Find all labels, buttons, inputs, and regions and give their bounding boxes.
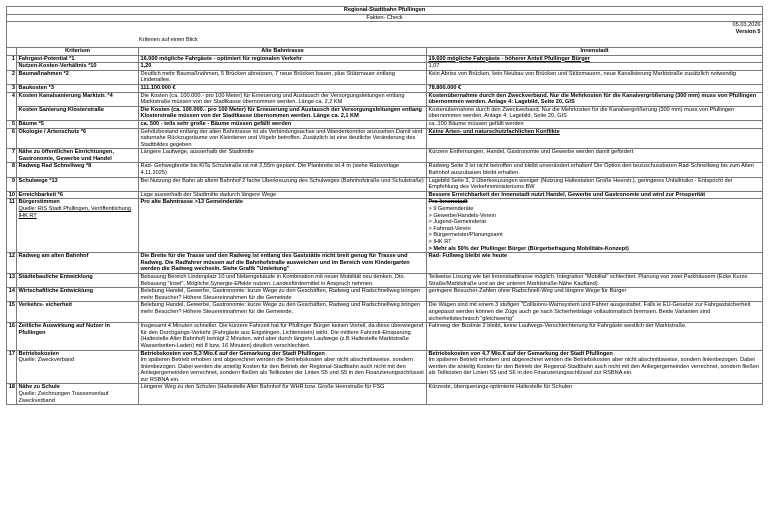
alt-value: Deutlich mehr Baumaßnahmen, 5 Brücken abreissen, 7 neue Brücken bauen, plus Stützmauer entlang Lindenallee.	[139, 70, 427, 84]
table-row	[7, 350, 763, 384]
table-row	[7, 55, 763, 63]
table-row	[7, 92, 763, 106]
list-item: > Fahrrad-Verein	[428, 225, 471, 232]
alt-value: Bebauung Bereich Lindenplatz 10 und Nebengebäude in Kombination mit neuer Mobilität neu denken. Dto. Bebauung "Insel". Mögliche Synergie-Effekte nutzen. Landesfördermittel in Anspruch nehmen.	[139, 273, 427, 287]
criterion-label: Baukosten *3	[17, 84, 139, 92]
alt-value: Belebung Handel, Gewerbe, Gastronomie: kurze Wege zu den Geschäften, Radweg und Radschnellweg bringen mehr Besucher? Höhere Steuereinnahmen für die Gemeinde.	[139, 302, 427, 323]
inn-value: Im späteren Betrieb erhoben und abgerechnet werden die Betriebskosten aber nicht abschnittsweise, sondern linienbezogen. Dabei werden die anteilig Kosten für den Betrieb der Regional-Stadtbahn auch nicht mit den Anliegergemeinden verrechnet, sondern fließen als Teilkosten der Linien S5 und S6 in den Finanzierungsschlüssel zur RSBNA ein.	[428, 357, 760, 377]
inn-heading: Betriebskosten von 4,7 Mio.€ auf der Gemarkung der Stadt Pfullingen	[428, 350, 613, 357]
alt-value: 1,20	[139, 63, 427, 71]
criterion-label: Kosten Kanalsanierung Marktstr. *4	[17, 92, 139, 106]
column-header-inn: Innenstadt	[427, 47, 763, 55]
row-number: 11	[7, 199, 17, 253]
inn-value: Rad- Fußweg bleibt wie heute	[427, 253, 763, 274]
sheet-title: Regional-Stadtbahn Pfullingen	[7, 7, 763, 15]
criterion-label: Bürgerstimmen	[18, 199, 60, 206]
criterion-label: Erreichbarkeit *6	[17, 191, 139, 199]
alt-value: Belebung Handel, Gewerbe, Gastronomie: kurze Wege zu den Geschäften, Radweg und Radschnellweg bringen mehr Besucher? Höhere Steuereinnahmen für die Gemeinde	[139, 288, 427, 302]
list-item: > IHK RT	[428, 239, 452, 245]
criterion-label: Städtebauliche Entwicklung	[17, 273, 139, 287]
row-number: 3	[7, 84, 17, 92]
criterion-label: Zeitliche Auswirkung auf Nutzer in Pfullingen	[17, 323, 139, 350]
alt-heading: Betriebskosten von 5,3 Mio.€ auf der Gemarkung der Stadt Pfullingen	[140, 350, 325, 357]
inn-cell	[427, 350, 763, 384]
table-row	[7, 273, 763, 287]
criterion-label: Schulwege *13	[17, 177, 139, 191]
alt-value: 111.100.000 €	[139, 84, 427, 92]
criterion-source: Quelle: Zweckverband	[18, 357, 75, 364]
inn-value: Keine Arten- und naturschutzfachlichen Konflikte	[427, 128, 763, 149]
alt-value: 16.000 mögliche Fahrgäste - optimiert für regionalen Verkehr	[139, 55, 427, 63]
row-number: 17	[7, 350, 17, 384]
inn-value: Kürzeste, überquerungs-optimierte Haltestelle für Schulen	[427, 384, 763, 405]
alt-value: Die Breite für die Trasse und den Radweg ist entlang des Gaststätte nicht breit genug für Trasse und Radweg. Die Radfahrer müssen auf die Bahnhofstraße ausweichen und im Bereich vom Kindergarten werden die Radweg wechseln. Siehe Grafik "Umleitung"	[139, 253, 427, 274]
alt-value: Gehölzbestand entlang der alten Bahntrasse ist als Verbindungsachse und Wanderkorridor anzusehen.Damit sind naturnahe Rückzugsräume von Kleintieren und Vögeln betroffen. Zusätzlich ist eine deutliche Veränderung des Stadtbildes gegeben	[139, 128, 427, 149]
row-number: 6	[7, 128, 17, 149]
criterion-label: Baumaßnahmen *2	[17, 70, 139, 84]
inn-value: Kein Abriss von Brücken, kein Neubau von Brücken und Stützmauern, neue Kanalisierung Marktstraße zusätzlich notwendig	[427, 70, 763, 84]
criterion-label: Verkehrs- sicherheit	[17, 302, 139, 323]
table-row	[7, 128, 763, 149]
criterion-label: Radweg am alten Bahnhof	[17, 253, 139, 274]
list-item: > Mehr als 50% der Pfullinger Bürger (Bürgerbefragung Mobilitäts-Konzept)	[428, 245, 629, 252]
inn-cell	[427, 199, 763, 253]
alt-cell	[139, 350, 427, 384]
row-number: 4	[7, 92, 17, 120]
alt-value: Pro alte Bahntrasse >13 Gemeinderäte	[139, 199, 427, 253]
facts-check-table	[6, 6, 763, 405]
document-version: Version 5	[7, 29, 763, 36]
list-item: > 9 Gemeinderäte	[428, 206, 474, 213]
row-number: 15	[7, 302, 17, 323]
criterion-label: Wirtschaftliche Entwicklung	[17, 288, 139, 302]
table-row	[7, 384, 763, 405]
row-number: 7	[7, 149, 17, 163]
row-number: 14	[7, 288, 17, 302]
inn-value: Radweg Seite 3 ist nicht betroffen und bleibt unverändert erhalten! Die Option den bezuschussbaren Rad-Schnellweg bis zum Alten Bahnhof auszubauen bleibt erhalten.	[427, 163, 763, 177]
row-number: 5	[7, 120, 17, 128]
list-item: > Gewerbe/Handels-Verein	[428, 212, 496, 219]
inn-value: 1,07	[427, 63, 763, 71]
row-number: 16	[7, 323, 17, 350]
row-number: 2	[7, 70, 17, 84]
document-date: 05.03.2026	[7, 22, 763, 29]
criterion-label: Fahrgast-Potential *1	[17, 55, 139, 63]
criterion-label: Nutzen-Kosten-Verhältnis *10	[17, 63, 139, 71]
alt-value: Längerer Weg zu den Schulen (Haltestelle Alter Bahnhof für WHR bzw. Große Heerstraße für FSG	[139, 384, 427, 405]
inn-value: Fahrweg der Buslinie 2 bleibt, keine Laufwegs-Verschlechterung für Fahrgäste westlich der Marktstraße.	[427, 323, 763, 350]
inn-value: Kostenübernahme durch den Zweckverband. Nur die Mehrkosten für die Kanalvergrößerung (300 mm) muss von Pfullingen übernommen werden. Anlage 4: Lagebild, Seite 20, GIS	[427, 92, 763, 106]
table-row	[7, 84, 763, 92]
alt-value: ca. 500 - teils sehr große - Bäume müssen gefällt werden	[139, 120, 427, 128]
row-number: 9	[7, 177, 17, 191]
column-header-kriterium: Kriterium	[17, 47, 139, 55]
criterion-label: Radweg Rad Schnellweg *8	[17, 163, 139, 177]
criterion-label: Ökologie / Artenschutz *6	[17, 128, 139, 149]
criterion-label: Nähe zu öffentlichen Einrichtungen, Gastronomie, Gewerbe und Handel	[17, 149, 139, 163]
inn-value: ca. 100 Bäume müssen gefällt werden	[427, 120, 763, 128]
row-number: 18	[7, 384, 17, 405]
criterion-label: Betriebskosten	[18, 350, 59, 357]
table-row	[7, 70, 763, 84]
table-row	[7, 288, 763, 302]
table-row	[7, 199, 763, 253]
column-header-row	[7, 47, 763, 55]
alt-value: Im späteren Betrieb erhoben und abgerechnet werden die Betriebskosten aber nicht abschnittsweise, sondern linienbezogen. Dabei werden die anteilig Kosten für den Betrieb der Regional-Stadtbahn auch nicht mit den Anliegergemeinden verrechnet, sondern fließen als Teilkosten der Linien S5 und S5 in den Finanzierungsschlüssel zur RSBNA ein.	[140, 357, 424, 383]
table-row	[7, 149, 763, 163]
row-number: 8	[7, 163, 17, 177]
table-row	[7, 302, 763, 323]
criterion-label: Bäume *5	[17, 120, 139, 128]
criterion-label: Kosten Sanierung Klosterstraße	[17, 106, 139, 120]
table-row	[7, 163, 763, 177]
alt-value: Bei Nutzung der Bahn ab altem Bahnhof 2 fache Überkreuzung des Schulweges (Bahnhofstraße und Schulstraße)	[139, 177, 427, 191]
inn-value: 78.800.000 €	[427, 84, 763, 92]
alt-value: Lage ausserhalb der Stadtmitte dadurch längere Wege	[139, 191, 427, 199]
list-item: > Jugend-Gemeinderat	[428, 219, 486, 226]
alt-value: Insgesamt 4 Minuten schneller. Die kürzere Fahrzeit hat für Pfullinger Bürger keinen Vorteil, da diese überwiegend für den Durchgangs-Verkehr (Fahrgäste aus Engstingen, Lichtenstein) wirkt. Die mittlere Fahrzeit-Einsparung (Haltestelle Alter Bahnhof) beträgt 2 Minuten, wird aber durch längere Laufwege (z.B Haltestelle Marktstraße Wasserbetten-Laden) mit 8 bzw. 16 Minuten) deutlich verschlechtert.	[139, 323, 427, 350]
criterion-label: Nähe zu Schule	[18, 384, 60, 391]
criterion-source: Quelle: Zeichnungen Trassenverlauf Zweckverband	[18, 391, 109, 404]
table-row	[7, 177, 763, 191]
criteria-note: Kriterien auf einen Blick	[7, 35, 763, 47]
inn-value: geringere Besucher-Zahlen ohne Radschnell-Weg und längere Wege für Bürger	[427, 288, 763, 302]
criterion-cell	[17, 199, 139, 253]
table-row	[7, 106, 763, 120]
table-row	[7, 323, 763, 350]
inn-heading: Pro Innenstadt	[428, 199, 468, 206]
sheet-subtitle: Fakten- Check	[7, 14, 763, 22]
row-number: 1	[7, 55, 17, 70]
alt-value: Längere Laufwege, ausserhalb der Stadtmitte	[139, 149, 427, 163]
alt-value: Rad- Gehwegbreite bis KiTa Schulstraße ist mit 2,55m geplant. Die Planbreite ist 4 m (siehe Ratsvorlage 4.11.2025)	[139, 163, 427, 177]
inn-value: Lagebild Seite 3, 2 Überkreuzungen weniger (Nutzung Haltestation Große Heerstr.), geringeres Unfallrisiko - Entspricht der Empfehlung des Verkehrsministeriums BW	[427, 177, 763, 191]
row-number: 12	[7, 253, 17, 274]
alt-value: Die Kosten (ca. 100.000.- pro 100 Meter) für Erneuerung und Austausch der Versorgungsleitungen entlang Klosterstraße müssen von der Stadtkasse übernommen werden. Länge ca. 2,1 KM	[139, 106, 427, 120]
table-row	[7, 63, 763, 71]
inn-value: Kürzere Entfernungen, Handel, Gastronomie und Gewerbe werden damit gefördert	[427, 149, 763, 163]
criterion-cell	[17, 384, 139, 405]
inn-value: Teilweise Lösung wie bei Innenstadttrasse möglich. Integration "Mobiltat" schlechter. Planung von zwei Parkhäusern (Ecke Kurze Straße/Marktstraße und an der unteren Marktstraße-Nähe Kaufland).	[427, 273, 763, 287]
inn-value: Kostenübernahme durch den Zweckverband. Nur die Mehrkosten für die Kanalvergrößerung (300 mm) muss von Pfullingen übernommen werden. Anlage 4: Lagebild, Seite 20, GIS	[427, 106, 763, 120]
row-number: 10	[7, 191, 17, 199]
alt-value: Die Kosten (ca. 100.000.- pro 100 Meter) für Erneuerung und Austausch der Versorgungsleitungen entlang Marktstraße müssen von der Stadtkasse übernommen werden. Länge ca. 2,2 KM	[139, 92, 427, 106]
inn-value: Die Wagen sind mit einem 3 stufigen "Collisions-Warnsystem und Fahrer ausgestattet. Falls ie EU-Gesetze zur Fahrgastsicherheit angepasst werden können die Züge auch ge nach Sicherheitslage vollautomatisch bremsen. Beide Varianten sind sicherheitstechnisch "gleichwertig"	[427, 302, 763, 323]
table-row	[7, 191, 763, 199]
table-row	[7, 120, 763, 128]
row-number: 13	[7, 273, 17, 287]
criterion-cell	[17, 350, 139, 384]
criterion-source: Quelle: RIS Stadt Pfullingen, Veröffentlichung IHK RT	[18, 206, 131, 219]
table-row	[7, 253, 763, 274]
list-item: > Bürgermeister/Planungsamt	[428, 232, 503, 239]
inn-value: 19.600 mögliche Fahrgäste - höherer Anteil Pfullinger Bürger	[427, 55, 763, 63]
column-header-alt: Alte Bahntrasse	[139, 47, 427, 55]
inn-value: Bessere Erreichbarkeit der Innenstadt nutzt Handel, Gewerbe und Gastronomie und wird zur Prosperität	[427, 191, 763, 199]
